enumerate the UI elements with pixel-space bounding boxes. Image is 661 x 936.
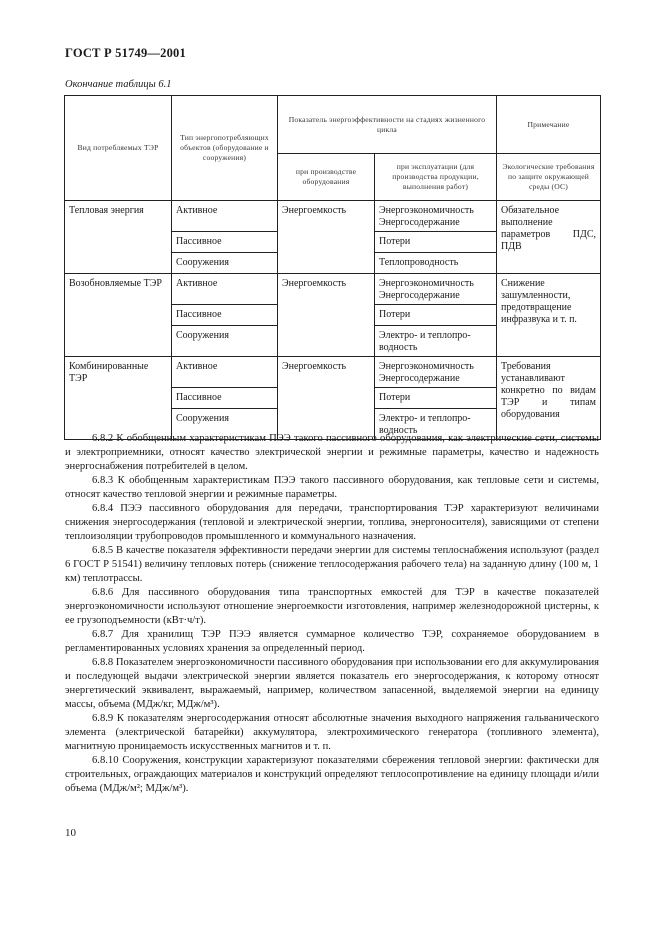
paragraph-6-8-10: 6.8.10 Сооружения, конструкции характеризуют показателями сбережения тепловой энергии: фактически для строительных, ограждающих материалов и конструкций определяют теплосопротивление на единицу площади и/или объема (МДж/м²; МДж/м³).: [65, 755, 599, 794]
object-type-cell: Пассивное: [172, 388, 278, 409]
object-type-cell: Пассивное: [172, 305, 278, 326]
note-cell: Обязательное выполнение параметров ПДС, ПДВ: [497, 201, 601, 274]
header-resource-type: Вид потребляемых ТЭР: [65, 96, 172, 201]
operation-indicator-cell: Потери: [375, 232, 497, 253]
document-code: ГОСТ Р 51749—2001: [65, 46, 186, 60]
operation-indicator-cell: Энергоэкономичность Энергосодержание: [375, 274, 497, 305]
paragraph-6-8-9: 6.8.9 К показателям энергосодержания относят абсолютные значения выходного напряжения гальванического элемента (электрической батарейки) аккумулятора, электрохимического генератора (топливного элемента), магнитную проницаемость искусственных магнитов и т. п.: [65, 713, 599, 752]
table-row: [65, 274, 601, 305]
resource-cell: Возобновляемые ТЭР: [65, 274, 172, 357]
note-cell: Снижение зашумленности, предотвращение инфразвука и т. п.: [497, 274, 601, 357]
header-object-type: Тип энергопотребляющих объектов (оборудование и сооружения): [172, 96, 278, 201]
paragraph-6-8-8: 6.8.8 Показателем энергоэкономичности пассивного оборудования при использовании его для аккумулирования и последующей выдачи электрической энергии является показатель его энергосодержания, к которому относят энергетический эквивалент, выражаемый, например, количеством запасенной, выделяемой энергии на единицу массы, объема (МДж/кг, МДж/м³).: [65, 657, 599, 710]
operation-indicator-cell: Энергоэкономичность Энергосодержание: [375, 201, 497, 232]
table-row: [65, 357, 601, 388]
object-type-cell: Активное: [172, 201, 278, 232]
object-type-cell: Сооружения: [172, 409, 278, 440]
header-indicator-operation: при эксплуатации (для производства продукции, выполнения работ): [375, 154, 497, 201]
table-row: [65, 201, 601, 232]
operation-indicator-cell: Энергоэкономичность Энергосодержание: [375, 357, 497, 388]
resource-cell: Тепловая энергия: [65, 201, 172, 274]
header-note-sub: Экологические требования по защите окружающей среды (ОС): [497, 154, 601, 201]
object-type-cell: Сооружения: [172, 326, 278, 357]
production-indicator-cell: Энергоемкость: [278, 201, 375, 274]
paragraph-6-8-6: 6.8.6 Для пассивного оборудования типа транспортных емкостей для ТЭР в качестве показателей энергоэкономичности используют отношение энергоемкости изготовления, например железнодорожной цистерны, к ее грузоподъемности (кВт·ч/т).: [65, 587, 599, 626]
object-type-cell: Активное: [172, 274, 278, 305]
header-indicator-production: при производстве оборудования: [278, 154, 375, 201]
production-indicator-cell: Энергоемкость: [278, 274, 375, 357]
production-indicator-cell: Энергоемкость: [278, 357, 375, 440]
paragraph-6-8-4: 6.8.4 ПЭЭ пассивного оборудования для передачи, транспортирования ТЭР характеризуют величинами снижения энергосодержания (тепловой и электрической энергии, топлива, энергоносителя), зависящими от степени теплоизоляции трубопроводов промышленного и коммунального назначения.: [65, 503, 599, 542]
operation-indicator-cell: Теплопроводность: [375, 253, 497, 274]
header-indicator-group: Показатель энергоэффективности на стадиях жизненного цикла: [278, 96, 497, 154]
paragraph-6-8-5: 6.8.5 В качестве показателя эффективности передачи энергии для системы теплоснабжения используют (раздел 6 ГОСТ Р 51541) величину тепловых потерь (снижение теплосодержания рабочего тела) на заданную длину (100 м, 1 км) теплотрассы.: [65, 545, 599, 584]
note-cell: Требования устанавливают конкретно по видам ТЭР и типам оборудования: [497, 357, 601, 440]
operation-indicator-cell: Электро- и теплопро- водность: [375, 326, 497, 357]
object-type-cell: Активное: [172, 357, 278, 388]
object-type-cell: Пассивное: [172, 232, 278, 253]
header-note: Примечание: [497, 96, 601, 154]
body-text: [65, 432, 599, 796]
paragraph-6-8-7: 6.8.7 Для хранилищ ТЭР ПЭЭ является суммарное количество ТЭР, сохраняемое оборудованием в регламентированных условиях хранения за определенный период.: [65, 629, 599, 654]
operation-indicator-cell: Потери: [375, 305, 497, 326]
paragraph-6-8-2: 6.8.2 К обобщенным характеристикам ПЭЭ такого пассивного оборудования, как электрические сети, системы и электроприемники, относят качество электрической энергии и режимные параметры, качество и надежность энергоснабжения потребителей в целом.: [65, 433, 599, 472]
table-caption: Окончание таблицы 6.1: [65, 79, 172, 90]
operation-indicator-cell: Потери: [375, 388, 497, 409]
paragraph-6-8-3: 6.8.3 К обобщенным характеристикам ПЭЭ такого пассивного оборудования, как тепловые сети и системы, относят качество тепловой энергии и режимные параметры.: [65, 475, 599, 500]
resource-cell: Комбинированные ТЭР: [65, 357, 172, 440]
operation-indicator-cell: Электро- и теплопро- водность: [375, 409, 497, 440]
energy-efficiency-table: [64, 95, 601, 440]
object-type-cell: Сооружения: [172, 253, 278, 274]
page-number: 10: [65, 827, 76, 839]
